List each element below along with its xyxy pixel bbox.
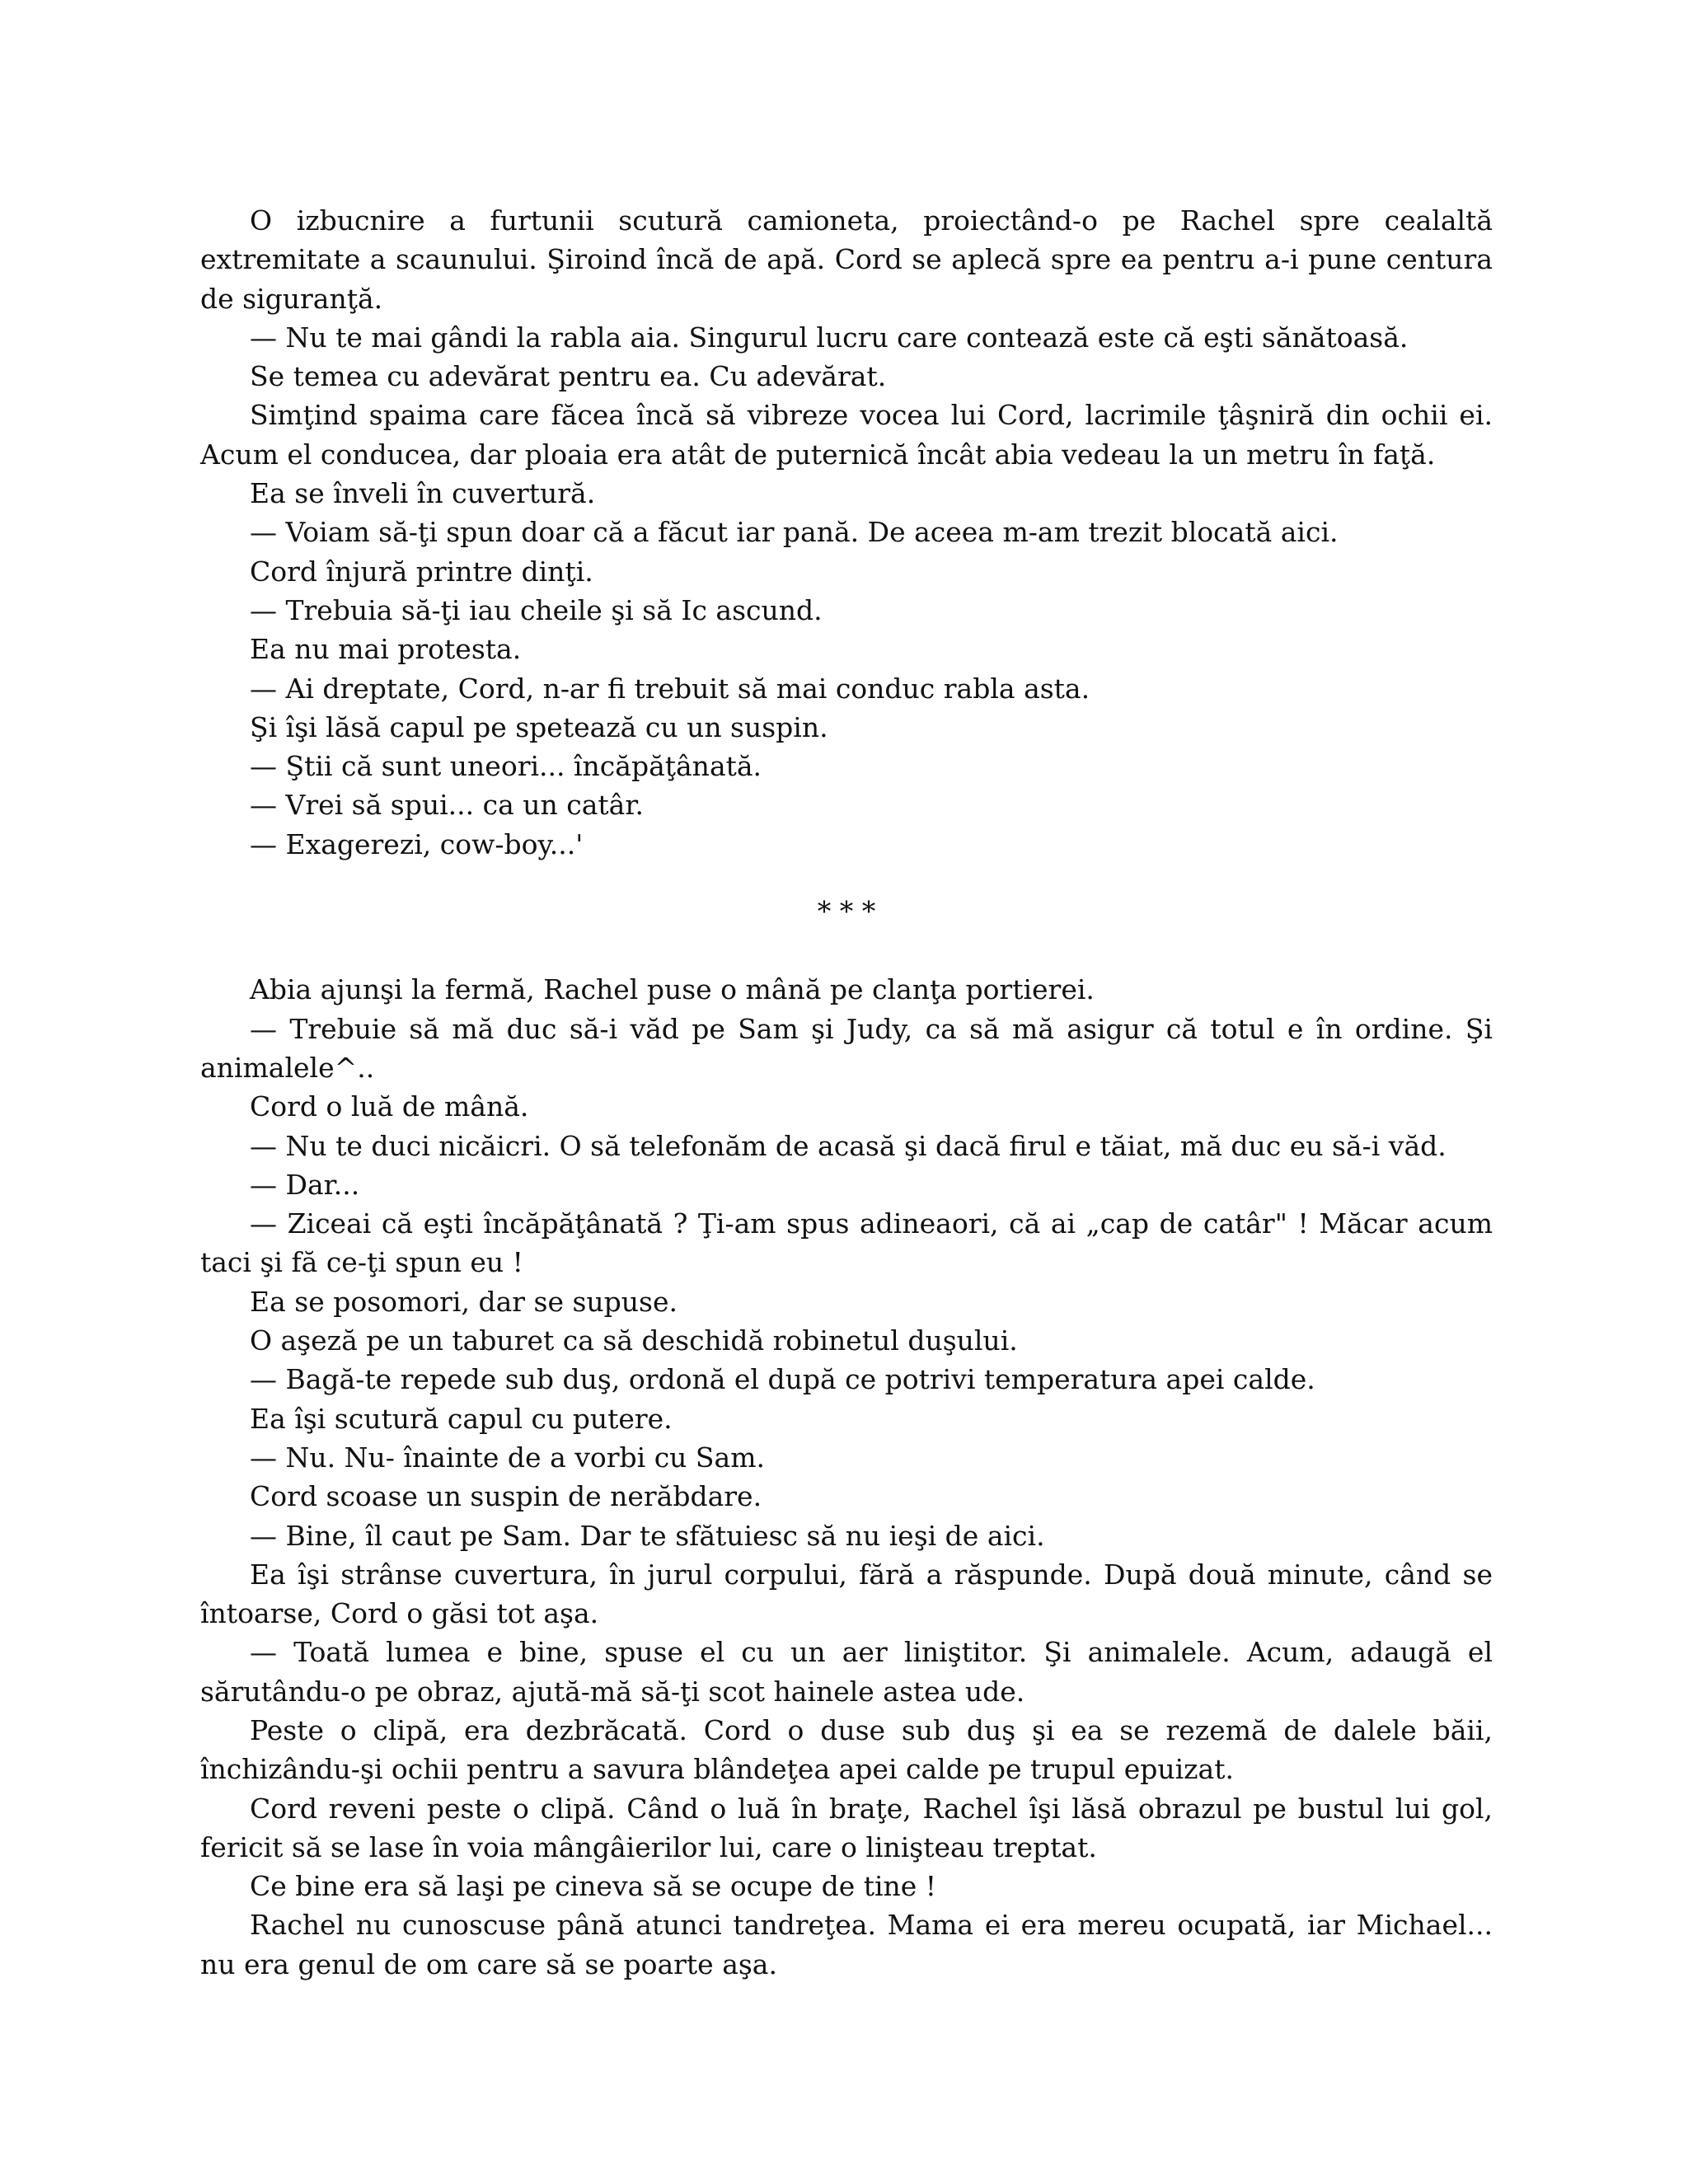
paragraph: O aşeză pe un taburet ca să deschidă robinetul duşului. — [250, 1324, 1018, 1357]
paragraph: Ea îşi strânse cuvertura, în jurul corpului, fără a răspunde. După două minute, când se întoarse, Cord o găsi tot aşa. — [200, 1558, 1493, 1630]
paragraph: — Bine, îl caut pe Sam. Dar te sfătuiesc să nu ieşi de aici. — [250, 1519, 1045, 1552]
paragraph: — Nu. Nu- înainte de a vorbi cu Sam. — [250, 1441, 765, 1474]
paragraph: — Nu te duci nicăicri. O să telefonăm de acasă şi dacă firul e tăiat, mă duc eu să-i văd. — [250, 1129, 1447, 1162]
paragraph: O izbucnire a furtunii scutură camioneta, proiectând-o pe Rachel spre cealaltă extremitate a scaunului. Şiroind încă de apă. Cord se aplecă spre ea pentru a-i pune centura de siguranţă. — [200, 204, 1493, 315]
paragraph: — Toată lumea e bine, spuse el cu un aer liniştitor. Şi animalele. Acum, adaugă el sărutându-o pe obraz, ajută-mă să-ţi scot hainele astea ude. — [200, 1636, 1493, 1708]
paragraph: — Nu te mai gândi la rabla aia. Singurul lucru care contează este că eşti sănătoasă. — [250, 321, 1409, 354]
spacer — [200, 930, 1493, 970]
section-1 — [200, 201, 1493, 864]
paragraph: — Trebuie să mă duc să-i văd pe Sam şi Judy, ca să mă asigur că totul e în ordine. Şi animalele^.. — [200, 1012, 1493, 1084]
paragraph: Cord scoase un suspin de nerăbdare. — [250, 1480, 762, 1513]
paragraph: Ea se înveli în cuvertură. — [250, 477, 596, 510]
paragraph: Peste o clipă, era dezbrăcată. Cord o duse sub duş şi ea se rezemă de dalele băii, închizându-şi ochii pentru a savura blândeţea apei calde pe trupul epuizat. — [200, 1713, 1493, 1786]
paragraph: — Ai dreptate, Cord, n-ar fi trebuit să mai conduc rabla asta. — [250, 672, 1090, 705]
paragraph: — Bagă-te repede sub duş, ordonă el după ce potrivi temperatura apei calde. — [250, 1363, 1315, 1396]
paragraph: Cord înjură printre dinţi. — [250, 555, 593, 588]
document-page — [200, 201, 1493, 1984]
paragraph: Ea îşi scutură capul cu putere. — [250, 1402, 673, 1435]
paragraph: Ea se posomori, dar se supuse. — [250, 1285, 678, 1318]
paragraph: Cord o luă de mână. — [250, 1090, 529, 1123]
paragraph: — Exagerezi, cow-boy...' — [250, 827, 584, 860]
paragraph: Simţind spaima care făcea încă să vibreze vocea lui Cord, lacrimile ţâşniră din ochii ei. Acum el conducea, dar ploaia era atât de puternică încât abia vedeau la un metru în faţă. — [200, 399, 1493, 471]
paragraph: — Vrei să spui... ca un catâr. — [250, 789, 644, 822]
paragraph: Abia ajunşi la fermă, Rachel puse o mână pe clanţa portierei. — [250, 973, 1095, 1006]
paragraph: — Dar... — [250, 1168, 360, 1201]
spacer — [200, 864, 1493, 892]
section-2 — [200, 970, 1493, 1984]
paragraph: — Voiam să-ţi spun doar că a făcut iar pană. De aceea m-am trezit blocată aici. — [250, 516, 1339, 549]
paragraph: Şi îşi lăsă capul pe spetează cu un suspin. — [250, 710, 828, 743]
paragraph: Se temea cu adevărat pentru ea. Cu adevărat. — [250, 360, 887, 393]
paragraph: — Ziceai că eşti încăpăţânată ? Ţi-am spus adineaori, că ai „cap de catâr" ! Măcar acum taci şi fă ce-ţi spun eu ! — [200, 1207, 1493, 1279]
paragraph: — Trebuia să-ţi iau cheile şi să Ic ascund. — [250, 593, 823, 626]
paragraph: — Ştii că sunt uneori... încăpăţânată. — [250, 750, 762, 783]
paragraph: Rachel nu cunoscuse până atunci tandreţea. Mama ei era mereu ocupată, iar Michael... nu era genul de om care să se poarte aşa. — [200, 1909, 1493, 1980]
paragraph: Ea nu mai protesta. — [250, 633, 522, 666]
section-separator: * * * — [817, 895, 876, 928]
paragraph: Cord reveni peste o clipă. Când o luă în braţe, Rachel îşi lăsă obrazul pe bustul lui gol, fericit să se lase în voia mângâierilor lui, care o linişteau treptat. — [200, 1792, 1493, 1863]
paragraph: Ce bine era să laşi pe cineva să se ocupe de tine ! — [250, 1870, 937, 1903]
